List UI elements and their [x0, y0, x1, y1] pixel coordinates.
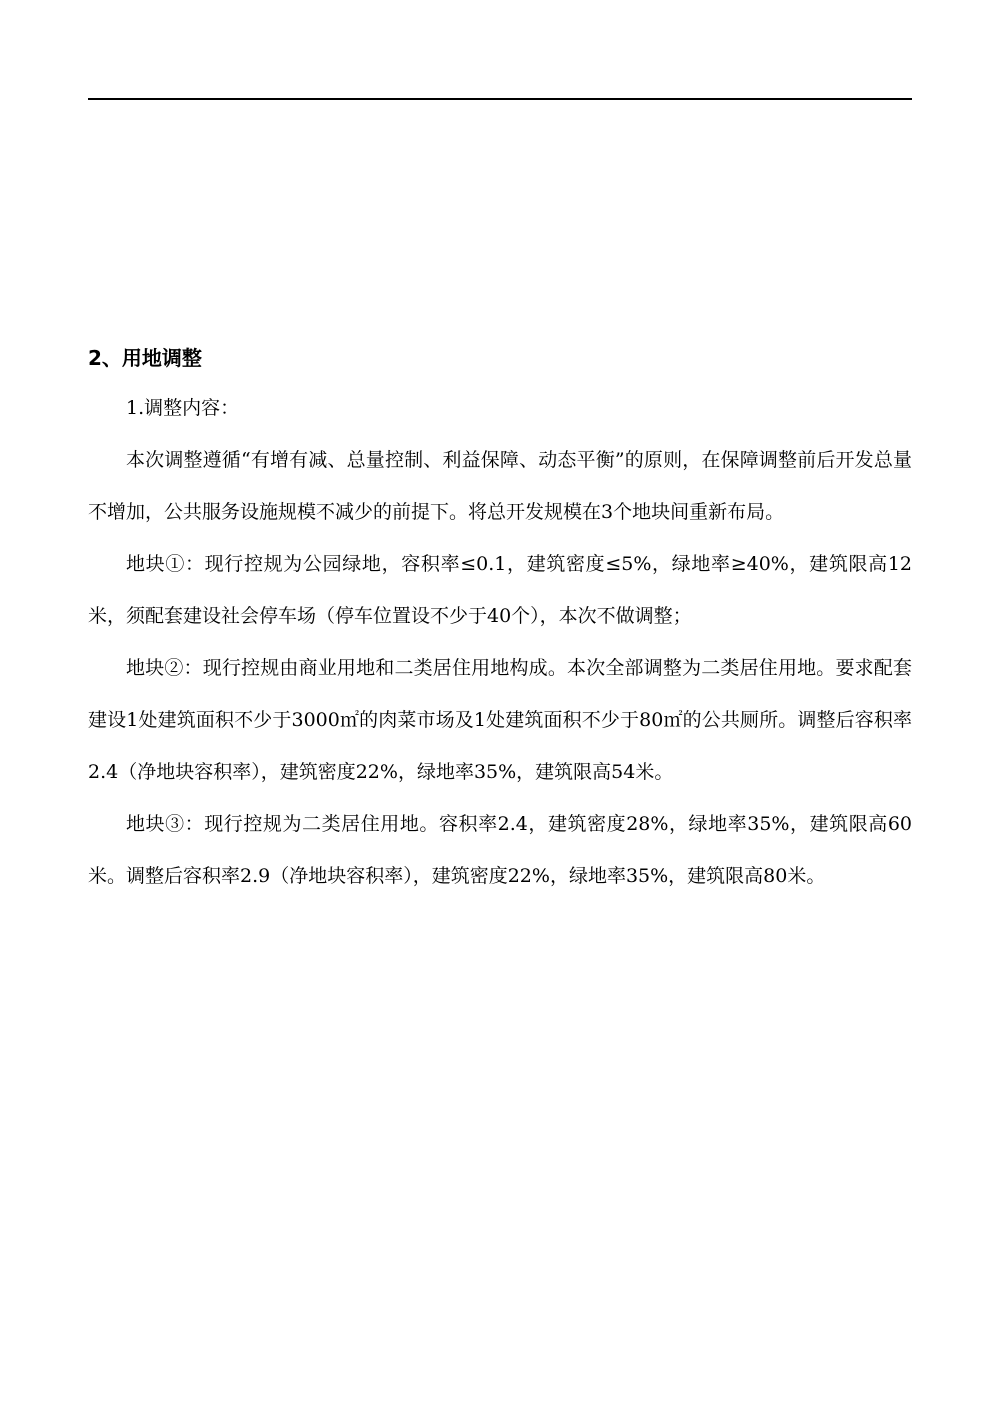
document-body — [88, 340, 912, 902]
paragraph-principle: 本次调整遵循“有增有减、总量控制、利益保障、动态平衡”的原则，在保障调整前后开发总量不增加，公共服务设施规模不减少的前提下。将总开发规模在3个地块间重新布局。 — [88, 449, 912, 523]
section-heading: 2、用地调整 — [88, 346, 202, 370]
header-rule — [88, 98, 912, 100]
paragraph-plot-1: 地块①：现行控规为公园绿地，容积率≤0.1，建筑密度≤5%，绿地率≥40%，建筑限高12米，须配套建设社会停车场（停车位置设不少于40个），本次不做调整； — [88, 553, 912, 627]
subheading-adjustment-content: 1.调整内容： — [126, 397, 240, 419]
paragraph-plot-3: 地块③：现行控规为二类居住用地。容积率2.4，建筑密度28%，绿地率35%，建筑限高60米。调整后容积率2.9（净地块容积率），建筑密度22%，绿地率35%，建筑限高80米。 — [88, 813, 912, 887]
paragraph-plot-2: 地块②：现行控规由商业用地和二类居住用地构成。本次全部调整为二类居住用地。要求配套建设1处建筑面积不少于3000㎡的肉菜市场及1处建筑面积不少于80㎡的公共厕所。调整后容积率2.4（净地块容积率），建筑密度22%，绿地率35%，建筑限高54米。 — [88, 657, 912, 783]
